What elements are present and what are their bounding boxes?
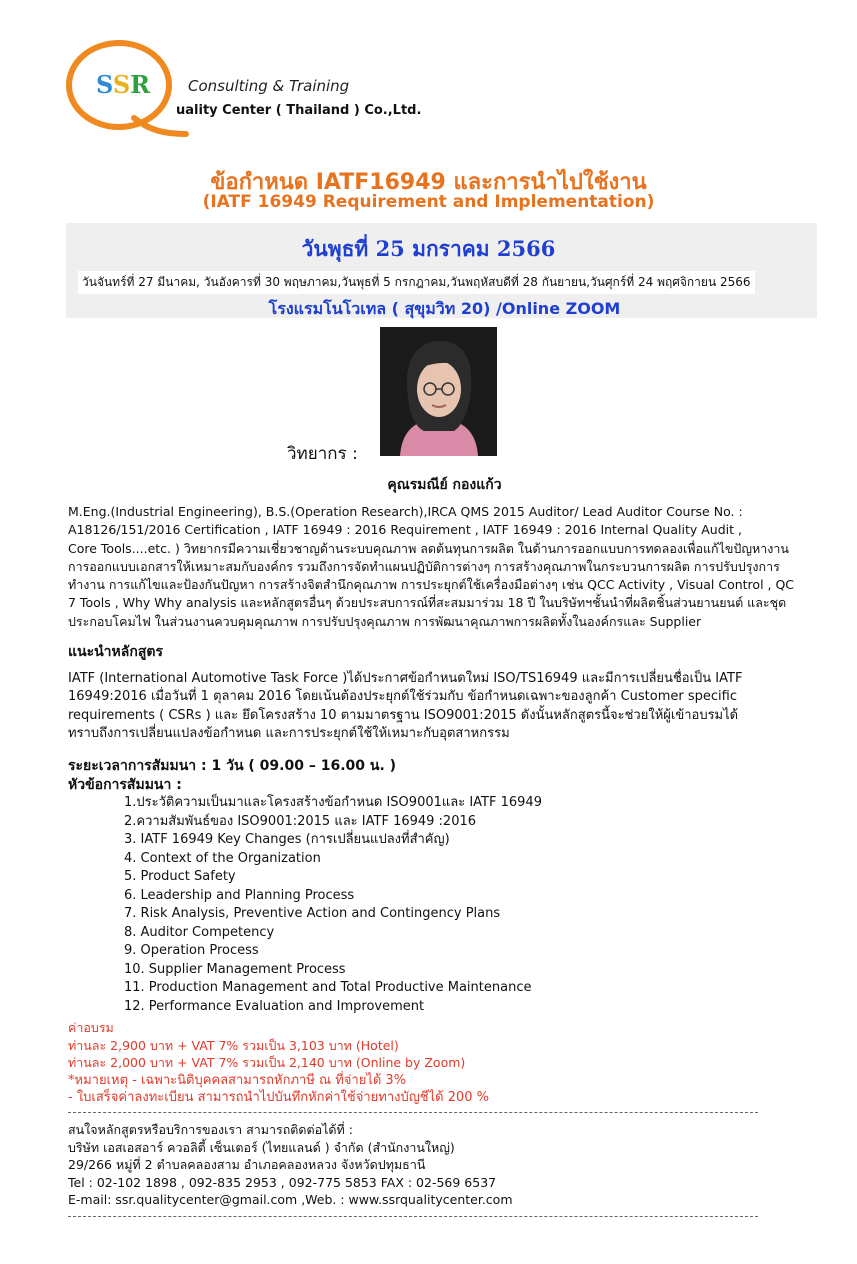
topics-heading: หัวข้อการสัมมนา : [68,777,182,793]
topic-item: 3. IATF 16949 Key Changes (การเปลี่ยนแปลงที่สำคัญ) [124,832,450,847]
topic-item: 12. Performance Evaluation and Improvement [124,998,425,1014]
lecturer-bio [68,503,828,631]
contact-email-web: E-mail: ssr.qualitycenter@gmail.com ,Web. : www.ssrqualitycenter.com [68,1192,513,1208]
divider [68,1112,758,1113]
lecturer-photo [380,327,497,456]
divider [68,1216,758,1217]
topic-item: 1.ประวัติความเป็นมาและโครงสร้างข้อกำหนด ISO9001และ IATF 16949 [124,795,542,810]
topic-item: 5. Product Safety [124,869,236,884]
fees-heading: ค่าอบรม [68,1020,114,1035]
bio-line: A18126/151/2016 Certification , IATF 16949 : 2016 Requirement , IATF 16949 : 2016 Internal Quality Audit , [68,522,742,538]
topics-list [124,794,542,1016]
topic-item: 10. Supplier Management Process [124,961,346,977]
main-date: วันพุธที่ 25 มกราคม 2566 [301,236,556,261]
topic-item: 7. Risk Analysis, Preventive Action and Contingency Plans [124,906,501,921]
bio-line: 7 Tools , Why Why analysis และหลักสูตรอื่นๆ ด้วยประสบการณ์ที่สะสมมาร่วม 18 ปี ในบริษัทฯชั้นนำที่ผลิตชิ้นส่วนยานยนต์ และชุด [68,595,787,611]
other-dates: วันจันทร์ที่ 27 มีนาคม, วันอังคารที่ 30 พฤษภาคม,วันพุธที่ 5 กรกฎาคม,วันพฤหัสบดีที่ 28 กันยายน,วันศุกร์ที่ 24 พฤศจิกายน 2566 [78,271,755,294]
contact-section [68,1121,513,1209]
fee-note: - ใบเสร็จค่าลงทะเบียน สามารถนำไปบันทึกหักค่าใช้จ่ายทางบัญชีได้ 200 % [68,1090,490,1105]
bio-line: ทำงาน การแก้ไขและป้องกันปัญหา การสร้างจิตสำนึกคุณภาพ การประยุกต์ใช้เครื่องมือต่างๆ เช่น QCC Activity , Visual Control , QC [68,577,795,593]
topic-item: 8. Auditor Competency [124,924,275,940]
contact-line: บริษัท เอสเอสอาร์ ควอลิตี้ เซ็นเตอร์ (ไทยแลนด์ ) จำกัด (สำนักงานใหญ่) [68,1139,455,1155]
venue: โรงแรมโนโวเทล ( สุขุมวิท 20) /Online ZOOM [268,299,621,318]
intro-heading: แนะนำหลักสูตร [68,644,163,660]
intro-line: ทราบถึงการเปลี่ยนแปลงข้อกำหนด และการประยุกต์ใช้ให้เหมาะกับอุตสาหกรรม [68,726,510,742]
contact-line: สนใจหลักสูตรหรือบริการของเรา สามารถติดต่อได้ที่ : [68,1122,353,1137]
bio-line: M.Eng.(Industrial Engineering), B.S.(Operation Research),IRCA QMS 2015 Auditor/ Lead Auditor Course No. : [68,504,743,519]
ssr-logo [64,38,194,138]
fee-online: ท่านละ 2,000 บาท + VAT 7% รวมเป็น 2,140 บาท (Online by Zoom) [68,1055,466,1070]
bio-line: ประกอบโคมไฟ ในส่วนงานควบคุมคุณภาพ การปรับปรุงคุณภาพ การพัฒนาคุณภาพการผลิตทั้งในองค์กรและ Supplier [68,613,702,629]
topic-item: 2.ความสัมพันธ์ของ ISO9001:2015 และ IATF 16949 :2016 [124,813,477,829]
company-name: uality Center ( Thailand ) Co.,Ltd. [176,103,422,118]
intro-line: requirements ( CSRs ) และ ยึดโครงสร้าง 10 ตามมาตรฐาน ISO9001:2015 ดังนั้นหลักสูตรนี้จะช่วยให้ผู้เข้าอบรมได้ [68,707,739,723]
course-title-thai: ข้อกำหนด IATF16949 และการนำไปใช้งาน [210,170,647,195]
topic-item: 4. Context of the Organization [124,850,321,866]
topic-item: 9. Operation Process [124,943,259,958]
bio-line: Core Tools....etc. ) วิทยากรมีความเชี่ยวชาญด้านระบบคุณภาพ ลดต้นทุนการผลิต ในด้านการออกแบบการทดลองเพื่อแก้ไขปัญหางาน [68,540,789,556]
topic-item: 6. Leadership and Planning Process [124,887,355,903]
duration: ระยะเวลาการสัมมนา : 1 วัน ( 09.00 – 16.00 น. ) [68,758,397,774]
contact-phone: Tel : 02-102 1898 , 092-835 2953 , 092-775 5853 FAX : 02-569 6537 [68,1174,497,1190]
intro-line: IATF (International Automotive Task Force )ได้ประกาศข้อกำหนดใหม่ ISO/TS16949 และมีการเปลี่ยนชื่อเป็น IATF [68,671,743,686]
fee-hotel: ท่านละ 2,900 บาท + VAT 7% รวมเป็น 3,103 บาท (Hotel) [68,1037,399,1053]
lecturer-name: คุณรมณีย์ กองแก้ว [387,477,502,493]
fees-section [68,1019,489,1107]
intro-line: 16949:2016 เมื่อวันที่ 1 ตุลาคม 2016 โดยเน้นต้องประยุกต์ใช้ร่วมกับ ข้อกำหนดเฉพาะของลูกค้า Customer specific [68,689,737,705]
svg-text:SSR: SSR [96,70,151,99]
lecturer-label: วิทยากร : [287,444,358,464]
intro-text [68,670,828,744]
company-tagline: Consulting & Training [188,77,350,95]
bio-line: การออกแบบเอกสารให้เหมาะสมกับองค์กร รวมถึงการจัดทำแผนปฏิบัติการต่างๆ การสร้างคุณภาพในกระบวนการผลิต การปรับปรุงการ [68,558,780,574]
contact-address: 29/266 หมู่ที่ 2 ตำบลคลองสาม อำเภอคลองหลวง จังหวัดปทุมธานี [68,1157,426,1173]
fee-note: *หมายเหตุ - เฉพาะนิติบุคคลสามารถหักภาษี ณ ที่จ่ายได้ 3% [68,1072,407,1088]
course-title-english: (IATF 16949 Requirement and Implementation) [202,192,655,212]
topic-item: 11. Production Management and Total Productive Maintenance [124,980,532,995]
